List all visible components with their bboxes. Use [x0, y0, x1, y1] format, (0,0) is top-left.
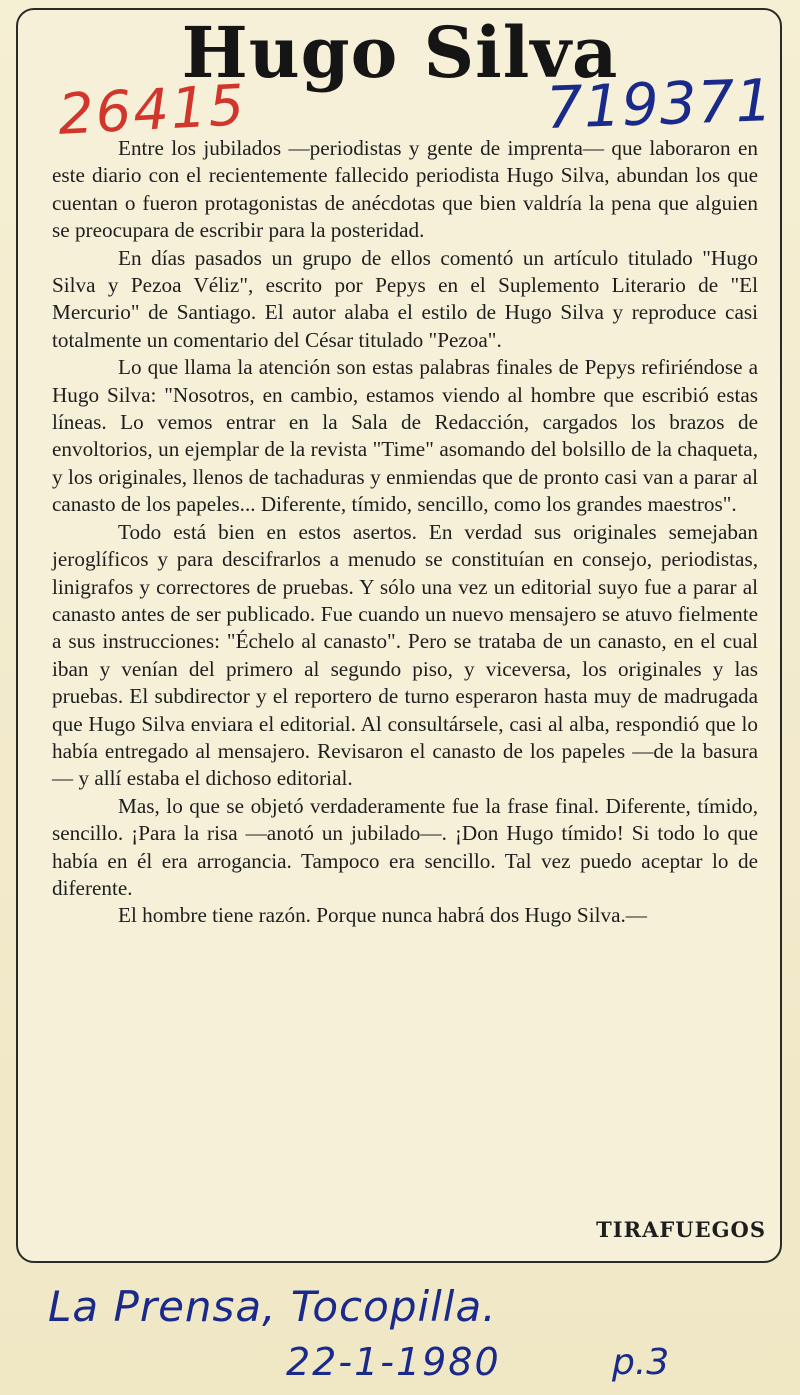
- headline: Hugo Silva: [181, 11, 619, 94]
- article-paragraph: El hombre tiene razón. Porque nunca habrá dos Hugo Silva.—: [118, 903, 647, 928]
- handwritten-date: 22-1-1980: [286, 1340, 501, 1384]
- handwritten-source: La Prensa, Tocopilla.: [48, 1282, 497, 1331]
- red-handwritten-number: 26415: [56, 73, 248, 148]
- handwritten-page: p.3: [612, 1342, 670, 1383]
- article-paragraph: Todo está bien en estos asertos. En verdad sus originales semejaban jeroglíficos y para descifrarlos a menudo se constituían en consejo, periodistas, linigrafos y correctores de pruebas. Y sólo una vez un editorial suyo fue a parar al canasto antes de ser publicado. Fue cuando un nuevo mensajero se atuvo fielmente a sus instrucciones: "Échelo al canasto". Pero se trataba de un canasto, en el cual iban y venían del primero al segundo piso, y viceversa, los originales y las pruebas. El subdirector y el reportero de turno esperaron hasta muy de madrugada que Hugo Silva enviara el editorial. Al consultársele, casi al alba, respondió que lo había entregado al mensajero. Revisaron el canasto de los papeles —de la basura— y allí estaba el dichoso editorial.: [52, 519, 758, 791]
- article-paragraph: Entre los jubilados —periodistas y gente de imprenta— que laboraron en este diario con el recientemente fallecido periodista Hugo Silva, abundan los que cuentan o fueron protagonistas de anécdotas que bien valdría la pena que alguien se preocupara de escribir para la posteridad.: [52, 136, 758, 243]
- article-paragraph: Lo que llama la atención son estas palabras finales de Pepys refiriéndose a Hugo Silva: "Nosotros, en cambio, estamos viendo al hombre que escribió estas líneas. Lo vemos entrar en la Sala de Redacción, cargados los brazos de envoltorios, un ejemplar de la revista "Time" asomando del bolsillo de la chaqueta, y los originales, llenos de tachaduras y enmiendas que de pronto casi van a parar al canasto de los papeles... Diferente, tímido, sencillo, como los grandes maestros".: [52, 355, 758, 517]
- article-paragraph: Mas, lo que se objetó verdaderamente fue la frase final. Diferente, tímido, sencillo. ¡Para la risa —anotó un jubilado—. ¡Don Hugo tímido! Si todo lo que había en él era arrogancia. Tampoco era sencillo. Tal vez puedo aceptar lo de diferente.: [52, 793, 758, 900]
- article-paragraph: En días pasados un grupo de ellos comentó un artículo titulado "Hugo Silva y Pezoa Véliz", escrito por Pepys en el Suplemento Literario de "El Mercurio" de Santiago. El autor alaba el estilo de Hugo Silva y reproduce casi totalmente un comentario del César titulado "Pezoa".: [52, 245, 758, 352]
- author-signature: TIRAFUEGOS: [596, 1217, 766, 1242]
- blue-handwritten-number: 719371: [544, 66, 775, 142]
- article-body: [52, 135, 758, 930]
